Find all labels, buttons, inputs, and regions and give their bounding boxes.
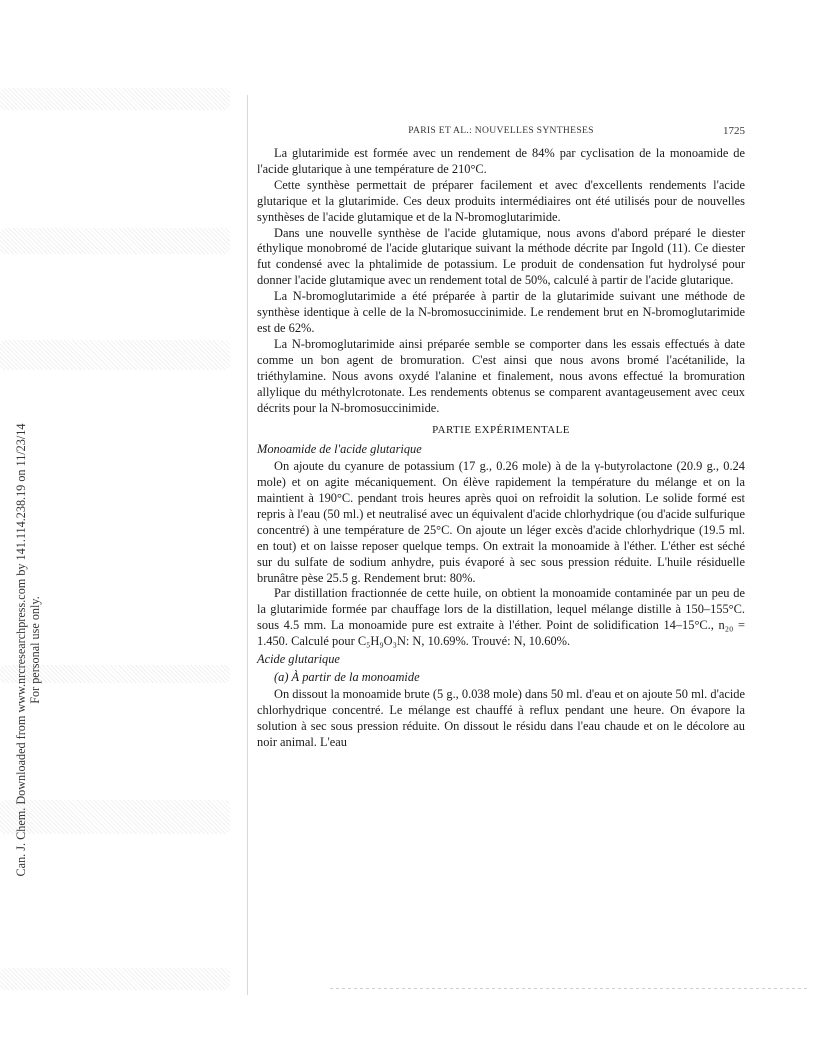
subsection-heading-from-monoamide: (a) À partir de la monoamide [274,670,420,684]
paragraph-glutarimide: La glutarimide est formée avec un rendement de 84% par cyclisation de la monoamide de l'acide glutarique à une température de 210°C. [257,146,745,176]
paragraph-distillation: Par distillation fractionnée de cette huile, on obtient la monoamide contaminée par un peu de la glutarimide formée par chauffage lors de la distillation, lequel mélange distille à 150–155°C. sous 4.5 mm. La monoamide pure est extraite à l'éther. Point de solidification 14–15°C., n₂₀ = 1.450. Calculé pour C₅H₉O₃N: N, 10.69%. Trouvé: N, 10.60%. [257,586,745,649]
subsection-heading-monoamide: Monoamide de l'acide glutarique [257,442,422,457]
subsection-heading-glutaric-acid: Acide glutarique [257,652,340,667]
article-body [257,146,745,751]
bottom-rule [330,988,810,989]
watermark-text [14,424,42,877]
download-watermark [0,0,60,1052]
paragraph-glutamic-acid: Dans une nouvelle synthèse de l'acide glutamique, nous avons d'abord préparé le diester éthylique monobromé de l'acide glutarique suivant la méthode décrite par Ingold (11). Ce diester fut condensé avec la phtalimide de potassium. Le produit de condensation fut hydrolysé pour donner l'acide glutamique avec un rendement total de 50%, calculé à partir de l'acide glutarique. [257,225,745,288]
section-heading: PARTIE EXPÉRIMENTALE [432,424,570,437]
watermark-line-2: For personal use only. [28,596,42,704]
watermark-line-1: Can. J. Chem. Downloaded from www.nrcresearchpress.com by 141.114.238.19 on 11/23/14 [14,423,28,877]
page-header [257,125,745,141]
paragraph-synthesis: Cette synthèse permettait de préparer facilement et avec d'excellents rendements l'acide glutarique et la glutarimide. Ces deux produits intermédiaires ont été utilisés pour de nouvelles synthèses de l'acide glutamique et de la N-bromoglutarimide. [257,177,745,224]
page-number: 1725 [723,125,745,137]
paragraph-bromoglutarimide: La N-bromoglutarimide a été préparée à partir de la glutarimide suivant une méthode de synthèse identique à celle de la N-bromosuccinimide. Le rendement brut en N-bromoglutarimide est de 62%. [257,289,745,335]
running-head: PARIS ET AL.: NOUVELLES SYNTHESES [408,125,594,136]
paragraph-monoamide-prep: On ajoute du cyanure de potassium (17 g., 0.26 mole) à de la γ-butyrolactone (20.9 g., 0.24 mole) et on agite mécaniquement. On élève rapidement la température du mélange et on la maintient à 190°C. pendant trois heures après quoi on refroidit la solution. Le solide formé est repris à l'eau (50 ml.) et neutralisé avec un équivalent d'acide chlorhydrique (ou d'acide sulfurique concentré) à une température de 25°C. On ajoute un léger excès d'acide chlorhydrique (19.5 ml. en tout) et on laisse reposer quelque temps. On extrait la monoamide à l'éther. L'éther est séché sur du sulfate de sodium anhydre, puis évaporé à sec sous pression réduite. L'huile résiduelle brunâtre pèse 25.5 g. Rendement brut: 80%. [257,459,745,585]
margin-rule [247,95,248,995]
paragraph-hydrolysis: On dissout la monoamide brute (5 g., 0.038 mole) dans 50 ml. d'eau et on ajoute 50 ml. d'acide chlorhydrique concentré. Le mélange est chauffé à reflux pendant une heure. On évapore la solution à sec sous pression réduite. On dissout le résidu dans l'eau chaude et on le décolore au noir animal. L'eau [257,686,745,749]
paragraph-bromination: La N-bromoglutarimide ainsi préparée semble se comporter dans les essais effectués à date comme un bon agent de bromuration. C'est ainsi que nous avons bromé l'acétanilide, la triéthylamine. Nous avons oxydé l'alanine et finalement, nous avons effectué la bromuration allylique du méthylcrotonate. Les rendements obtenus se comparent avantageusement avec ceux décrits pour la N-bromosuccinimide. [257,336,745,415]
